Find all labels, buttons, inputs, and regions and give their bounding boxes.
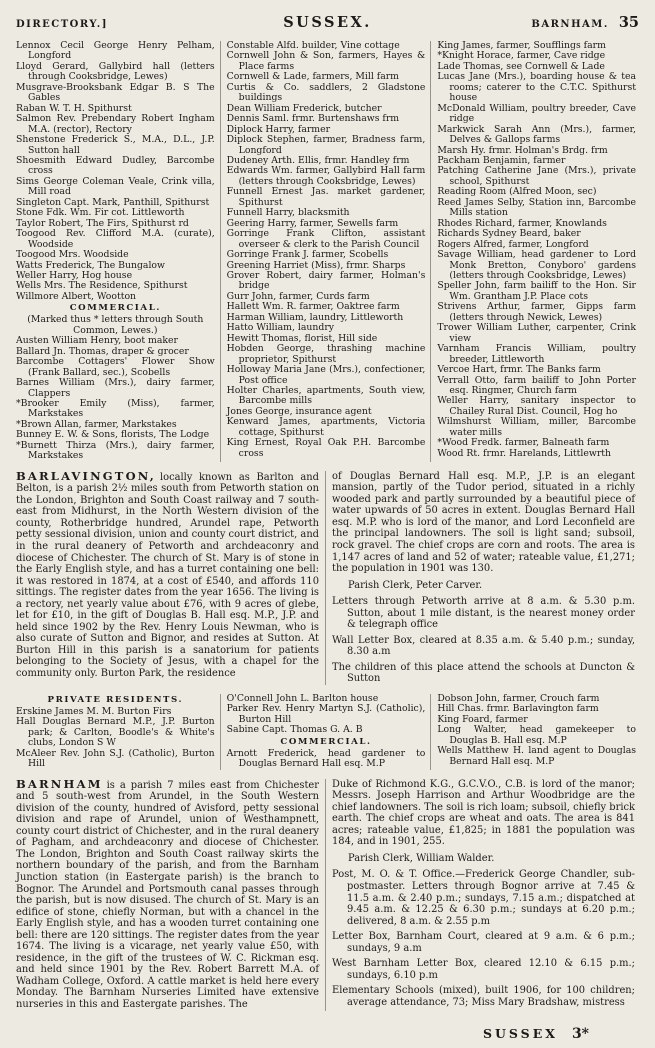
directory-entry: Funnell Ernest Jas. market gardener, Spithurst bbox=[226, 186, 426, 208]
barnham-description-text: is a parish 7 miles east from Chichester and 5 south-west from Arundel, in the South Western division of the county, hundred of Avisford, petty sessional division and rape of Arundel, union of Westhampnett, county court district of Chichester, and in the rural deanery of Pagham, and archdeaconry and diocese of Chichester. The London, Brighton and South Coast railway skirts the northern boundary of the parish, and from the Barnham Junction station (in Eastergate parish) is the branch to Bognor. The Arundel and Portsmouth canal passes through the parish, but is now disused. The church of St. Mary is an edifice of stone, chiefly Norman, but with a chancel in the Early English style, and has a wooden turret containing one bell: there are 120 sittings. The register dates from the year 1674. The living is a vicarage, net yearly value £50, with residence, in the gift of the trustees of W. C. Rickman esq. and held since 1901 by the Rev. Robert Barrett M.A. of Wadham College, Oxford. A cattle market is held here every Monday. The Barnham Nurseries Limited have extensive nurseries in this and Eastergate parishes. The bbox=[16, 779, 319, 1011]
directory-entry: Toogood Rev. Clifford M.A. (curate), Woodside bbox=[16, 228, 215, 250]
directory-entry: Verrall Otto, farm bailiff to John Porter esq. Ringmer, Church farm bbox=[437, 374, 637, 396]
barlavington-section bbox=[14, 468, 641, 685]
directory-entry: Sabine Capt. Thomas G. A. B bbox=[226, 724, 363, 736]
directory-entry: King Foard, farmer bbox=[437, 713, 528, 725]
directory-entry: Constable Alfd. builder, Vine cottage bbox=[226, 40, 400, 51]
barnham-heading: BARNHAM bbox=[16, 776, 103, 791]
list-heading: COMMERCIAL. bbox=[280, 736, 372, 747]
barnham-postal-notes bbox=[332, 869, 635, 1008]
directory-entry: Geering Harry, farmer, Sewells farm bbox=[226, 217, 399, 229]
footer-signature: SUSSEX bbox=[483, 1025, 558, 1041]
directory-entry: *Burnett Thirza (Mrs.), dairy farmer, Markstakes bbox=[16, 439, 215, 462]
directory-entry: Wilmshurst William, miller, Barcombe water mills bbox=[437, 416, 637, 438]
directory-entry: Stone Fdk. Wm. Fir cot. Littleworth bbox=[16, 207, 185, 219]
directory-entry: Grover Robert, dairy farmer, Holman's bridge bbox=[226, 269, 426, 292]
directory-entry: Reading Room (Alfred Moon, sec) bbox=[437, 186, 597, 198]
running-head-place: BARNHAM. bbox=[531, 19, 609, 30]
running-head-county: SUSSEX. bbox=[283, 14, 372, 31]
directory-entry: Savage William, head gardener to Lord Monk Bretton, Conyboro' gardens (letters through Cooksbridge, Lewes) bbox=[437, 249, 637, 281]
directory-entry: Parker Rev. Henry Martyn S.J. (Catholic), Burton Hill bbox=[226, 703, 426, 725]
residents-column-1 bbox=[14, 694, 220, 770]
directory-entry: Austen William Henry, boot maker bbox=[16, 335, 178, 347]
barlavington-right-column bbox=[325, 471, 641, 685]
directory-entry: King Ernest, Royal Oak P.H. Barcombe cross bbox=[226, 437, 426, 459]
directory-entry: Hall Douglas Bernard M.P., J.P. Burton park; & Carlton, Boodle's & White's clubs, London S W bbox=[16, 716, 215, 749]
directory-entry: Bunney E. W. & Sons, florists, The Lodge bbox=[16, 429, 210, 441]
directory-entry: Speller John, farm bailiff to the Hon. Sir Wm. Grantham J.P. Place cots bbox=[437, 280, 637, 302]
running-head-left: DIRECTORY.] bbox=[16, 19, 108, 30]
directory-entry: Strivens Arthur, farmer, Gipps farm (letters through Newick, Lewes) bbox=[437, 301, 637, 323]
directory-entry: McAleer Rev. John S.J. (Catholic), Burton Hill bbox=[16, 747, 215, 770]
directory-entry: Hobden George, thrashing machine proprietor, Spithurst bbox=[226, 343, 426, 365]
directory-entry: Marsh Hy. frmr. Holman's Brdg. frm bbox=[437, 144, 608, 156]
barlavington-left-column bbox=[14, 468, 325, 685]
list-heading: COMMERCIAL. bbox=[69, 303, 161, 314]
directory-entry: Cornwell John & Son, farmers, Hayes & Place farms bbox=[226, 50, 426, 72]
directory-entry: Edwards Wm. farmer, Gallybird Hall farm (letters through Cooksbridge, Lewes) bbox=[226, 165, 426, 187]
directory-entry: Holter Charles, apartments, South view, Barcombe mills bbox=[226, 384, 426, 407]
info-note: Letters through Petworth arrive at 8 a.m. & 5.30 p.m. Sutton, about 1 mile distant, is the nearest money order & telegraph office bbox=[332, 596, 635, 631]
directory-entry: Vercoe Hart, frmr. The Banks farm bbox=[437, 364, 601, 376]
directory-entry: Toogood Mrs. Woodside bbox=[16, 249, 129, 261]
directory-entry: Greening Harriet (Miss), frmr. Sharps bbox=[226, 259, 406, 271]
directory-entry: Lucas Jane (Mrs.), boarding house & tea rooms; caterer to the C.T.C. Spithurst house bbox=[437, 71, 637, 104]
directory-entry: Harman William, laundry, Littleworth bbox=[226, 311, 404, 323]
listings-column-2 bbox=[220, 41, 431, 462]
directory-entry: Kenward James, apartments, Victoria cottage, Spithurst bbox=[226, 416, 426, 438]
barnham-description-continued: Duke of Richmond K.G., G.C.V.O., C.B. is lord of the manor; Messrs. Joseph Harrison and Arthur Woodbridge are the chief landowners. The soil is rich loam; subsoil, chiefly brick earth. The chief crops are wheat and oats. The area is 841 acres; rateable value, £1,825; in 1881 the population was 184, and in 1901, 255. bbox=[332, 778, 635, 848]
info-note: The children of this place attend the schools at Duncton & Sutton bbox=[332, 661, 635, 685]
directory-entry: Barcombe Cottagers' Flower Show (Frank Ballard, sec.), Scobells bbox=[16, 356, 215, 378]
directory-entry: Gurr John, farmer, Curds farm bbox=[226, 290, 370, 302]
barnham-description bbox=[16, 776, 319, 1011]
directory-entry: Richards Sydney Beard, baker bbox=[437, 228, 581, 240]
barlavington-description-continued: of Douglas Bernard Hall esq. M.P., J.P. is an elegant mansion, partly of the Tudor period, situated in a richly wooded park and partly surrounded by a beautiful piece of water upwards of 50 acres in extent. Douglas Bernard Hall esq. M.P. who is lord of the manor, and Lord Leconfield are the principal landowners. The soil is light sand; subsoil, rock gravel. The chief crops are corn and roots. The area is 1,147 acres of land and 52 of water; rateable value, £1,271; the population in 1901 was 130. bbox=[332, 470, 635, 575]
directory-entry: Hewitt Thomas, florist, Hill side bbox=[226, 332, 378, 344]
directory-entry: *Brown Allan, farmer, Markstakes bbox=[16, 418, 177, 430]
directory-entry: Wells Mrs. The Residence, Spithurst bbox=[16, 280, 188, 292]
directory-entry: Reed James Selby, Station inn, Barcombe Mills station bbox=[437, 196, 637, 219]
residents-column-2 bbox=[220, 694, 431, 770]
directory-entry: Gorringe Frank J. farmer, Scobells bbox=[226, 249, 389, 261]
directory-entry: Weller Harry, Hog house bbox=[16, 269, 133, 281]
directory-entry: Gorringe Frank Clifton, assistant overseer & clerk to the Parish Council bbox=[226, 228, 426, 250]
directory-entry: Singleton Capt. Mark, Panthill, Spithurst bbox=[16, 196, 210, 208]
list-heading: PRIVATE RESIDENTS. bbox=[47, 694, 184, 705]
directory-entry: Raban W. T. H. Spithurst bbox=[16, 102, 132, 114]
directory-entry: Varnham Francis William, poultry breeder, Littleworth bbox=[437, 343, 637, 365]
listings-column-3 bbox=[430, 41, 641, 462]
directory-entry: Shoesmith Edward Dudley, Barcombe cross bbox=[16, 154, 215, 177]
info-note: West Barnham Letter Box, cleared 12.10 & 6.15 p.m.; sundays, 6.10 p.m bbox=[332, 958, 635, 981]
residents-column-3 bbox=[430, 694, 641, 770]
directory-entry: Patching Catherine Jane (Mrs.), private school, Spithurst bbox=[437, 165, 637, 187]
directory-entry: *Knight Horace, farmer, Cave ridge bbox=[437, 50, 606, 62]
directory-entry: Dean William Frederick, butcher bbox=[226, 102, 382, 114]
directory-entry: Ballard Jn. Thomas, draper & grocer bbox=[16, 345, 189, 357]
barlavington-postal-notes bbox=[332, 596, 635, 685]
directory-entry: Hatto William, laundry bbox=[226, 322, 335, 334]
directory-entry: Diplock Harry, farmer bbox=[226, 123, 331, 135]
barnham-right-column bbox=[325, 779, 641, 1011]
directory-entry: Musgrave-Brooksbank Edgar B. S The Gables bbox=[16, 81, 215, 104]
directory-entry: Wells Matthew H. land agent to Douglas Bernard Hall esq. M.P bbox=[437, 745, 637, 767]
directory-entry: Hill Chas. frmr. Barlavington farm bbox=[437, 703, 599, 715]
directory-entry: Lloyd Gerard, Gallybird hall (letters through Cooksbridge, Lewes) bbox=[16, 60, 215, 83]
directory-entry: Arnott Frederick, head gardener to Douglas Bernard Hall esq. M.P bbox=[226, 747, 426, 770]
directory-entry: King James, farmer, Soufflings farm bbox=[437, 40, 606, 51]
info-note: Letter Box, Barnham Court, cleared at 9 a.m. & 6 p.m.; sundays, 9 a.m bbox=[332, 931, 635, 954]
running-head-right bbox=[431, 14, 639, 31]
directory-entry: Funnell Harry, blacksmith bbox=[226, 207, 350, 219]
barlavington-description-text: locally known as Barlton and Belton, is a parish 2½ miles south from Petworth station on the London, Brighton and South Coast railway and 7 south-east from Midhurst, in the North Western division of the county, Rotherbridge hundred, Arundel rape, Petworth petty sessional division, union and county court district, and in the rural deanery of Petworth and archdeaconry and diocese of Chichester. The church of St. Mary is of stone in the Early English style, and has a turret containing one bell: it was restored in 1874, at a cost of £540, and affords 110 sittings. The register dates from the year 1656. The living is a rectory, net yearly value about £76, with 9 acres of glebe, let for £10, in the gift of Douglas B. Hall esq. M.P., J.P. and held since 1902 by the Rev. Henry Louis Newman, who is also curate of Sutton and Bignor, and resides at Sutton. At Burton Hill in this parish is a sanatorium for patients belonging to the Society of Jesus, with a chapel for the community only. Burton Park, the residence bbox=[16, 471, 319, 679]
listings-column-1 bbox=[14, 41, 220, 462]
directory-entry: Markwick Sarah Ann (Mrs.), farmer, Delves & Gallops farms bbox=[437, 123, 637, 146]
directory-entry: Dennis Saml. frmr. Burtenshaws frm bbox=[226, 113, 400, 125]
directory-entry: Dudeney Arth. Ellis, frmr. Handley frm bbox=[226, 154, 410, 166]
directory-entry: Willmore Albert, Wootton bbox=[16, 290, 137, 302]
directory-entry: Rogers Alfred, farmer, Longford bbox=[437, 238, 589, 250]
barnham-left-column bbox=[14, 776, 325, 1011]
directory-entry: Diplock Stephen, farmer, Bradness farm, Longford bbox=[226, 134, 426, 156]
page-number: 35 bbox=[618, 14, 640, 31]
directory-entry: Sims George Coleman Veale, Crink villa, Mill road bbox=[16, 175, 215, 198]
directory-entry: Curtis & Co. saddlers, 2 Gladstone buildings bbox=[226, 81, 426, 104]
directory-entry: Long Walter, head gamekeeper to Douglas B. Hall esq. M.P bbox=[437, 724, 637, 746]
parish-clerk-line: Parish Clerk, William Walder. bbox=[348, 852, 495, 864]
directory-entry: *Wood Fredk. farmer, Balneath farm bbox=[437, 437, 610, 449]
page-footer bbox=[14, 1023, 641, 1042]
barlavington-residents-section bbox=[14, 694, 641, 770]
directory-entry: Jones George, insurance agent bbox=[226, 405, 372, 417]
info-note: Elementary Schools (mixed), built 1906, for 100 children; average attendance, 73; Miss Mary Bradshaw, mistress bbox=[332, 985, 635, 1008]
directory-entry: Salmon Rev. Prebendary Robert Ingham M.A. (rector), Rectory bbox=[16, 113, 215, 135]
barlavington-description bbox=[16, 468, 319, 680]
directory-entry: Barnes William (Mrs.), dairy farmer, Clappers bbox=[16, 377, 215, 399]
directory-entry: Taylor Robert, The Firs, Spithurst rd bbox=[16, 217, 189, 229]
info-note: Post, M. O. & T. Office.—Frederick George Chandler, sub-postmaster. Letters through Bognor arrive at 7.45 & 11.5 a.m. & 2.40 p.m.; sundays, 7.15 a.m.; dispatched at 9.45 a.m. & 12.25 & 6.30 p.m.; sundays at 6.20 p.m.; delivered, 8 a.m. & 2.55 p.m bbox=[332, 869, 635, 927]
directory-entry: McDonald William, poultry breeder, Cave ridge bbox=[437, 102, 637, 125]
directory-entry: Packham Benjamin, farmer bbox=[437, 154, 566, 166]
info-note: Wall Letter Box, cleared at 8.35 a.m. & 5.40 p.m.; sunday, 8.30 a.m bbox=[332, 634, 635, 658]
barnham-section bbox=[14, 776, 641, 1011]
directory-entry: Holloway Maria Jane (Mrs.), confectioner, Post office bbox=[226, 364, 426, 386]
directory-entry: Cornwell & Lade, farmers, Mill farm bbox=[226, 71, 399, 83]
directory-entry: Lade Thomas, see Cornwell & Lade bbox=[437, 60, 605, 72]
directory-entry: Wood Rt. frmr. Harelands, Littlewrth bbox=[437, 447, 612, 459]
list-note: (Marked thus * letters through South Common, Lewes.) bbox=[27, 314, 204, 336]
directory-entry: O'Connell John L. Barlton house bbox=[226, 692, 379, 704]
directory-entry: Weller Harry, sanitary inspector to Chailey Rural Dist. Council, Hog ho bbox=[437, 395, 637, 417]
directory-entry: Trower William Luther, carpenter, Crink view bbox=[437, 322, 637, 344]
barcombe-listings-section bbox=[14, 41, 641, 462]
page-header bbox=[14, 10, 641, 41]
directory-entry: *Brooker Emily (Miss), farmer, Markstakes bbox=[16, 397, 215, 420]
directory-entry: Erskine James M. M. Burton Firs bbox=[16, 705, 172, 717]
directory-entry: Dobson John, farmer, Crouch farm bbox=[437, 692, 600, 704]
parish-clerk-line: Parish Clerk, Peter Carver. bbox=[348, 579, 483, 591]
directory-entry: Lennox Cecil George Henry Pelham, Longford bbox=[16, 40, 215, 62]
directory-entry: Watts Frederick, The Bungalow bbox=[16, 259, 165, 271]
barlavington-heading: BARLAVINGTON, bbox=[16, 468, 156, 483]
directory-entry: Shenstone Frederick S., M.A., D.L., J.P. Sutton hall bbox=[16, 134, 215, 156]
directory-entry: Hallett Wm. R. farmer, Oaktree farm bbox=[226, 301, 400, 313]
footer-signature-mark: 3* bbox=[571, 1025, 589, 1042]
directory-entry: Rhodes Richard, farmer, Knowlands bbox=[437, 217, 607, 229]
